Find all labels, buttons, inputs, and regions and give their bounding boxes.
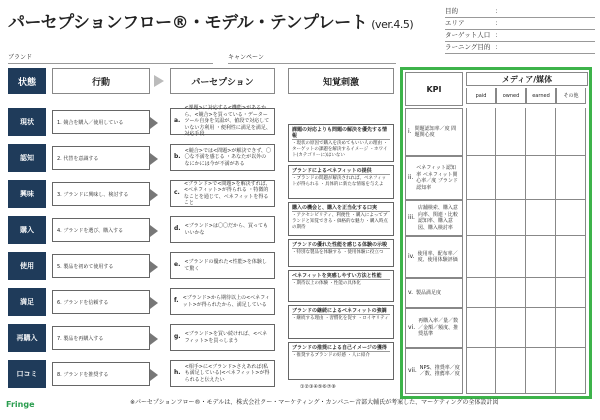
media-col-paid: paid	[466, 88, 496, 104]
stimulus-cell[interactable]: ブランドの推奨による自己イメージの獲得 ・推奨するブランドの好感 ・人に紹介	[288, 342, 394, 380]
media-cell[interactable]	[496, 308, 526, 348]
media-cell[interactable]	[466, 348, 496, 394]
media-cell[interactable]	[496, 348, 526, 394]
media-cell[interactable]	[526, 236, 556, 278]
state-cell: 購入	[8, 216, 46, 244]
media-cell[interactable]	[466, 278, 496, 308]
fringe-logo: Fringe	[6, 400, 35, 409]
media-cell[interactable]	[556, 236, 586, 278]
footnote: ※パーセプションフロー®・モデルは、株式会社クー・マーケティング・カンパニー音部大輔氏が考案した、マーケティングの全体設計図	[130, 399, 499, 406]
state-cell: 再購入	[8, 324, 46, 352]
media-cell[interactable]	[466, 236, 496, 278]
perception-cell[interactable]: a. <課題>に対応する<機能>があるから、<競合>を買っている・データーツール自身を気温が、値段で対応していない方利用 ・便利性に満足を満足、対応手段	[170, 108, 275, 135]
state-cell: 興味	[8, 180, 46, 208]
state-header: 状態	[8, 68, 46, 94]
perception-cell[interactable]: e. <ブランドの優れた<性能>を体験して驚く	[170, 252, 275, 279]
arrow-icon	[154, 75, 164, 87]
action-cell[interactable]: 3. ブランドに興味し、検討する	[52, 182, 150, 206]
media-cell[interactable]	[526, 308, 556, 348]
kpi-cell[interactable]: vii. NPS、推奨率／度／数、推薦率／度	[405, 348, 463, 394]
media-cell[interactable]	[466, 156, 496, 200]
stimulus-cell[interactable]: ブランドによるベネフィットの提供 ・ブランドの問題が解決されれば、ベネフィットが得られる ・具体的に新たな情報を与えよ	[288, 165, 394, 199]
perception-cell[interactable]: b. <競合>では<問題>が解決できず、〇〇な不満を感じる ・あなたが以外のなにかには今が不満がある	[170, 144, 275, 171]
state-cell: 認知	[8, 144, 46, 172]
perception-header: パーセプション	[170, 68, 275, 94]
media-cell[interactable]	[556, 108, 586, 156]
state-cell: 満足	[8, 288, 46, 316]
stimulus-cell[interactable]: ブランドの優れた性能を感じる体験の示唆 ・特別な製品を体験する ・使用体験に役立つ	[288, 239, 394, 267]
stimulus-cell[interactable]: 課題の対応よりも問題の解決を優先する情報 ・現状の原因で購入を決めてもいい人の理由 ・ターゲットの課題を解決するイメージ ・ホワイト(カテゴリーに)はいない	[288, 124, 394, 162]
action-cell[interactable]: 4. ブランドを選び、購入する	[52, 218, 150, 242]
media-cell[interactable]	[496, 236, 526, 278]
action-cell[interactable]: 8. ブランドを推奨する	[52, 362, 150, 386]
media-cell[interactable]	[556, 200, 586, 236]
media-col-other: その他	[556, 88, 586, 104]
action-cell[interactable]: 2. 代替を意識する	[52, 146, 150, 170]
perception-cell[interactable]: f. <ブランド>から期待以上の<ベネフィット>が得られたから、満足している	[170, 288, 275, 315]
media-cell[interactable]	[466, 200, 496, 236]
state-cell: 使用	[8, 252, 46, 280]
kpi-cell[interactable]: iii. 店舗検索、購入意向率、関連・比較認知率、購入意図、購入検討率	[405, 200, 463, 236]
media-header: メディア/媒体	[466, 72, 588, 86]
media-cell[interactable]	[496, 108, 526, 156]
brand-field[interactable]: ブランド	[8, 52, 213, 64]
media-cell[interactable]	[466, 108, 496, 156]
media-cell[interactable]	[496, 200, 526, 236]
stimulus-cell[interactable]: ブランドの継続によるベネフィットの強調 ・継続する理由 ・習慣化を促す ・ロイヤリティ	[288, 305, 394, 339]
stimulus-cell[interactable]: ベネフィットを実感しやすい方法と性能 ・期待以上の体験 ・性能の具体化	[288, 270, 394, 302]
kpi-cell[interactable]: ii. ベネフィット認知率 ベネフィット関心率／度 ブランド認知率	[405, 156, 463, 200]
page-title: パーセプションフロー®・モデル・テンプレート (ver.4.5)	[8, 13, 414, 33]
stimulus-header: 知覚刺激	[288, 68, 394, 94]
kpi-cell[interactable]: vi. 再購入率／量／数／金額／頻度、推奨基準	[405, 308, 463, 348]
media-cell[interactable]	[556, 308, 586, 348]
media-cell[interactable]	[496, 156, 526, 200]
stimulus-cell[interactable]: 購入の機会と、購入を正当化する口実 ・アクセシビリティ、利便性 ・購入によってブランドと知覚できる・価格的な魅力 ・購入時点の期待	[288, 202, 394, 236]
action-cell[interactable]: 7. 製品を再購入する	[52, 326, 150, 350]
media-col-owned: owned	[496, 88, 526, 104]
media-cell[interactable]	[526, 278, 556, 308]
kpi-cell[interactable]: v. 製品満足度	[405, 278, 463, 308]
media-cell[interactable]	[526, 348, 556, 394]
media-cell[interactable]	[556, 278, 586, 308]
state-cell: 現状	[8, 108, 46, 136]
perception-cell[interactable]: c. <ブランド>で<問題>を解決すれば、<ベネフィット>が得られる ・特徴的なことを通じて、ベネフィットを得ること	[170, 180, 275, 207]
perception-cell[interactable]: h. <相手>に<ブランド>さえあれば(私も満足している)<ベネフィット>が得られると伝えたい	[170, 360, 275, 387]
kpi-cell[interactable]: i. 問題認知率／度 問題関心度	[405, 108, 463, 156]
meta-box: 目的 ： エリア ： ターゲット人口 ： ラーニング目的 ：	[445, 6, 595, 54]
perception-cell[interactable]: d. <ブランド>は〇〇だから、買ってもいいかな	[170, 216, 275, 243]
media-cell[interactable]	[526, 200, 556, 236]
kpi-cell[interactable]: iv. 使用率、配布率／度、使用体験評価	[405, 236, 463, 278]
media-cell[interactable]	[466, 308, 496, 348]
state-cell: 口コミ	[8, 360, 46, 388]
campaign-field[interactable]: キャンペーン	[228, 52, 396, 64]
action-header: 行動	[52, 68, 150, 94]
media-cell[interactable]	[526, 156, 556, 200]
stimulus-index: ①②③④⑤⑥⑦⑧	[300, 384, 336, 390]
media-cell[interactable]	[556, 348, 586, 394]
media-cell[interactable]	[496, 278, 526, 308]
perception-cell[interactable]: g. <ブランド>を買い続ければ、<ベネフィット>を買っしまう	[170, 324, 275, 351]
action-cell[interactable]: 6. ブランドを信頼する	[52, 290, 150, 314]
media-cell[interactable]	[556, 156, 586, 200]
action-cell[interactable]: 1. 競合を購入／使用している	[52, 110, 150, 134]
media-cell[interactable]	[526, 108, 556, 156]
kpi-header: KPI	[405, 72, 463, 106]
media-col-earned: earned	[526, 88, 556, 104]
action-cell[interactable]: 5. 製品を初めて使用する	[52, 254, 150, 278]
